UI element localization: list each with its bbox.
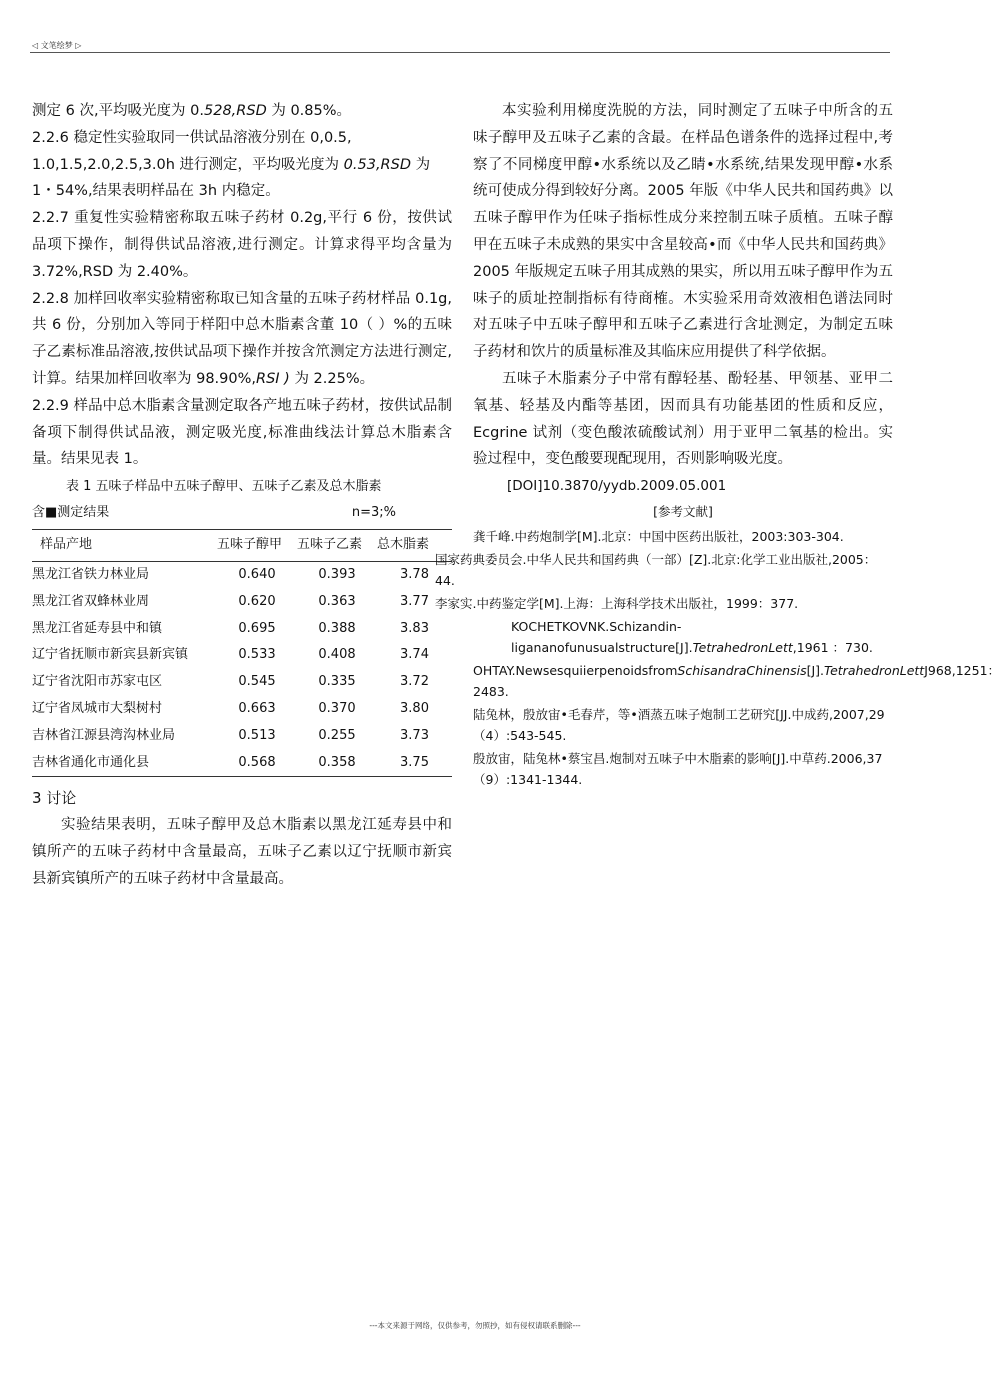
table-body: [32, 561, 452, 776]
table-row: 吉林省江源县湾沟林业局 0.513 0.255 3.73: [32, 727, 429, 743]
table-header-row: [32, 530, 452, 562]
reference-item: 国家药典委员会.中华人民共和国药典（一部）[Z].北京:化学工业出版社,2005：44.: [435, 551, 877, 588]
table-row: 吉林省通化市通化县 0.568 0.358 3.75: [32, 750, 452, 777]
header-total-lignans: 总木脂素: [377, 530, 452, 562]
table-row: 黑龙江省延寿县中和镇 0.695 0.388 3.83: [32, 620, 429, 636]
results-table: [32, 529, 452, 777]
paragraph-sample-content: 2.2.9 样品中总木脂素含量测定取各产地五味子药材，按供试品制备项下制得供试品液，测定吸光度,标准曲线法计算总木脂素含量。结果见表 1。: [32, 397, 452, 468]
header-schisandrol-a: 五味子醇甲: [217, 530, 297, 562]
table-row: 黑龙江省铁力林业局 0.640 0.393 3.78: [32, 566, 429, 582]
section-heading-discussion: 3 讨论: [32, 789, 77, 808]
table-caption-continued: 含■测定结果 n=3;%: [32, 503, 452, 523]
doi: [DOI]10.3870/yydb.2009.05.001: [507, 478, 727, 495]
header-origin: 样品产地: [32, 530, 217, 562]
table-sample-size: n=3;%: [351, 505, 396, 521]
table-row: 黑龙江省双蜂林业周 0.620 0.363 3.77: [32, 593, 429, 609]
reference-item: KOCHETKOVNK.Schizandin-ligananofunusualstructure[J].TetrahedronLett,1961 ：730.: [511, 618, 873, 655]
header-schisandrin-b: 五味子乙素: [297, 530, 377, 562]
references-heading: [参考文献]: [653, 503, 713, 519]
reference-item: OHTAY.NewsesquiierpenoidsfromSchisandraChinensis[J].TetrahedronLettJ968,1251：2483.: [473, 662, 1000, 699]
header-divider: [30, 52, 890, 53]
table-row: 辽宁省凤城市大梨树村 0.663 0.370 3.80: [32, 700, 429, 716]
page-footer: ---本文来源于网络，仅供参考，勿照抄，如有侵权请联系删除---: [369, 1321, 581, 1330]
reference-item: 殷放宙，陆兔林•蔡宝昌.炮制对五味子中木脂素的影响[J].中草药.2006,37（9）:1341-1344.: [473, 750, 883, 787]
paragraph-method-discussion: 本实验利用梯度洗脱的方法，同时测定了五味子中所含的五味子醇甲及五味子乙素的含最。在样品色谱条件的选择过程中,考察了不同梯度甲醇•水系统以及乙睛•水系统,结果发现甲醇•水系统可使成分得到较好分离。2005 年版《中华人民共和国药典》以五味子醇甲作为任味子指标性成分来控制五味子质植。五味子醇甲在五味子未成熟的果实中含星较高•而《中华人民共和国药典》2005 年版规定五味子用其成熟的果实，所以用五味子醇甲作为五味子的质址控制指标有待商榷。木实验采用奇效液相色谱法同时对五味子中五味子醇甲和五味子乙素进行含址测定，为制定五味子药材和饮片的质量标准及其临床应用提供了科学依据。: [473, 103, 893, 361]
table-caption: 表 1 五味子样品中五味子醇甲、五味子乙素及总木脂素: [66, 479, 382, 495]
right-column: [435, 98, 1000, 790]
paragraph-lignan-groups: 五味子木脂素分子中常有醇轻基、酚轻基、甲领基、亚甲二氧基、轻基及内酯等基团，因而具有功能基团的性质和反应，Ecgrine 试剂（变色酸浓硫酸试剂）用于亚甲二氧基的检出。实验过程中，变色酸要现配现用，否则影响吸光度。: [473, 370, 893, 468]
page-header: ◁ 文笔绘梦 ▷: [32, 41, 82, 50]
reference-item: 陆兔林，殷放宙•毛春芹，等•酒蒸五味子炮制工艺研究[JJ.中成药,2007,29（4）:543-545.: [473, 706, 885, 743]
table-row: 辽宁省抚顺市新宾县新宾镇 0.533 0.408 3.74: [32, 647, 429, 663]
paragraph-absorbance: 测定 6 次,平均吸光度为 0.528,RSD 为 0.85%。: [32, 103, 352, 119]
reference-item: 李家实.中药鉴定学[M].上海：上海科学技术出版社，1999：377.: [435, 595, 799, 611]
paragraph-stability: 2.2.6 稳定性实验取同一供试品溶液分别在 0,0.5, 1.0,1.5,2.0,2.5,3.0h 进行测定，平均吸光度为 0.53,RSD 为 1・54%,结果表明样品在 3h 内稳定。: [32, 129, 431, 200]
references-list: [435, 526, 1000, 790]
paragraph-repeatability: 2.2.7 重复性实验精密称取五味子药材 0.2g,平行 6 份，按供试品项下操作，制得供试品溶液,进行测定。计算求得平均含量为 3.72%,RSD 为 2.40%。: [32, 210, 452, 280]
paragraph-discussion: 实验结果表明，五味子醇甲及总木脂素以黑龙江延寿县中和镇所产的五味子药材中含量最高，五味子乙素以辽宁抚顺市新宾县新宾镇所产的五味子药材中含量最高。: [32, 817, 452, 887]
table-row: 辽宁省沈阳市苏家屯区 0.545 0.335 3.72: [32, 674, 429, 690]
reference-item: 龚千峰.中药炮制学[M].北京：中国中医药出版社，2003:303-304.: [473, 528, 844, 544]
left-column: [32, 98, 452, 893]
paragraph-recovery: 2.2.8 加样回收率实验精密称取已知含量的五味子药材样品 0.1g,共 6 份，分别加入等同于样阳中总木脂素含董 10（ ）%的五味子乙素标准品溶液,按供试品项下操作并按含笊测定方法进行测定,计算。结果加样回收率为 98.90%,RSI ) 为 2.25%。: [32, 290, 452, 387]
